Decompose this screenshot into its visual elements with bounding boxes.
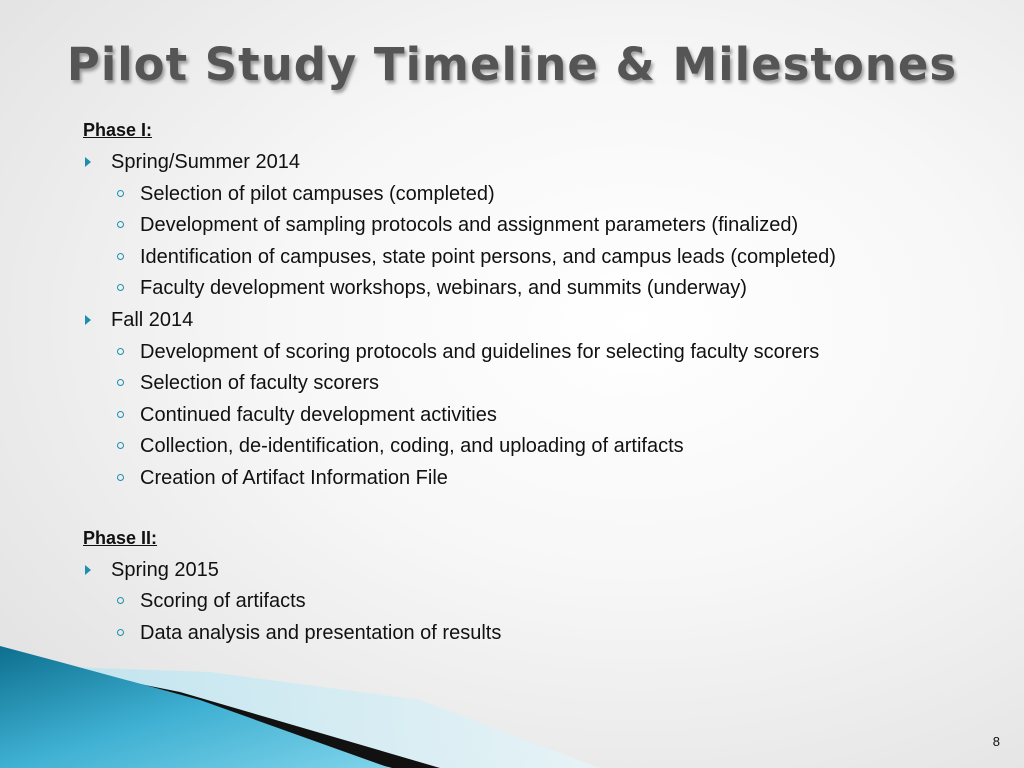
page-number: 8: [992, 734, 1000, 749]
triangle-bullet-icon: [85, 565, 91, 575]
sub-bullet: [83, 182, 983, 206]
bullet-level1: [83, 308, 983, 332]
bullet-level1: [83, 150, 983, 174]
sub-bullet-text: Creation of Artifact Information File: [140, 466, 448, 489]
phase-1-group-spring-summer-2014: [83, 150, 983, 300]
sub-bullet-text: Faculty development workshops, webinars, and summits (underway): [140, 277, 747, 299]
sub-bullet-text: Development of scoring protocols and guidelines for selecting faculty scorers: [140, 340, 820, 363]
phase-2-heading: Phase II:: [83, 527, 158, 548]
circle-bullet-icon: [117, 253, 124, 260]
sub-bullet: [83, 245, 983, 269]
sub-bullet-text: Scoring of artifacts: [140, 590, 306, 612]
slide-title: Pilot Study Timeline & Milestones: [66, 38, 958, 91]
sub-bullet-text: Identification of campuses, state point persons, and campus leads (completed): [140, 245, 836, 268]
sub-bullet: [83, 340, 983, 364]
circle-bullet-icon: [117, 221, 124, 228]
sub-bullet: [83, 276, 983, 300]
phase-1-heading: Phase I:: [83, 120, 153, 140]
spacer: [83, 490, 983, 526]
sub-bullet: [83, 403, 983, 427]
bullet-text: Spring/Summer 2014: [111, 151, 300, 173]
circle-bullet-icon: [117, 411, 124, 418]
bullet-level1: [83, 558, 983, 582]
circle-bullet-icon: [117, 442, 124, 449]
circle-bullet-icon: [117, 284, 124, 291]
circle-bullet-icon: [117, 348, 124, 355]
circle-bullet-icon: [117, 474, 124, 481]
sub-bullet-text: Continued faculty development activities: [140, 403, 497, 426]
sub-bullet-text: Collection, de-identification, coding, and uploading of artifacts: [140, 435, 684, 457]
circle-bullet-icon: [117, 379, 124, 386]
triangle-bullet-icon: [85, 315, 91, 325]
sub-bullet: [83, 371, 983, 395]
sub-bullet-text: Development of sampling protocols and assignment parameters (finalized): [140, 214, 799, 236]
bullet-text: Fall 2014: [111, 309, 194, 331]
sub-bullet-text: Data analysis and presentation of results: [140, 621, 502, 644]
sub-bullet-text: Selection of pilot campuses (completed): [140, 182, 495, 205]
triangle-bullet-icon: [85, 157, 91, 167]
sub-bullet: [83, 213, 983, 237]
sub-bullet: [83, 434, 983, 458]
bullet-text: Spring 2015: [111, 558, 219, 581]
sub-bullet-text: Selection of faculty scorers: [140, 372, 379, 394]
wave-decoration: [0, 600, 1024, 768]
sub-bullet: [83, 466, 983, 490]
slide-content: [83, 118, 983, 645]
circle-bullet-icon: [117, 190, 124, 197]
phase-1-group-fall-2014: [83, 308, 983, 490]
